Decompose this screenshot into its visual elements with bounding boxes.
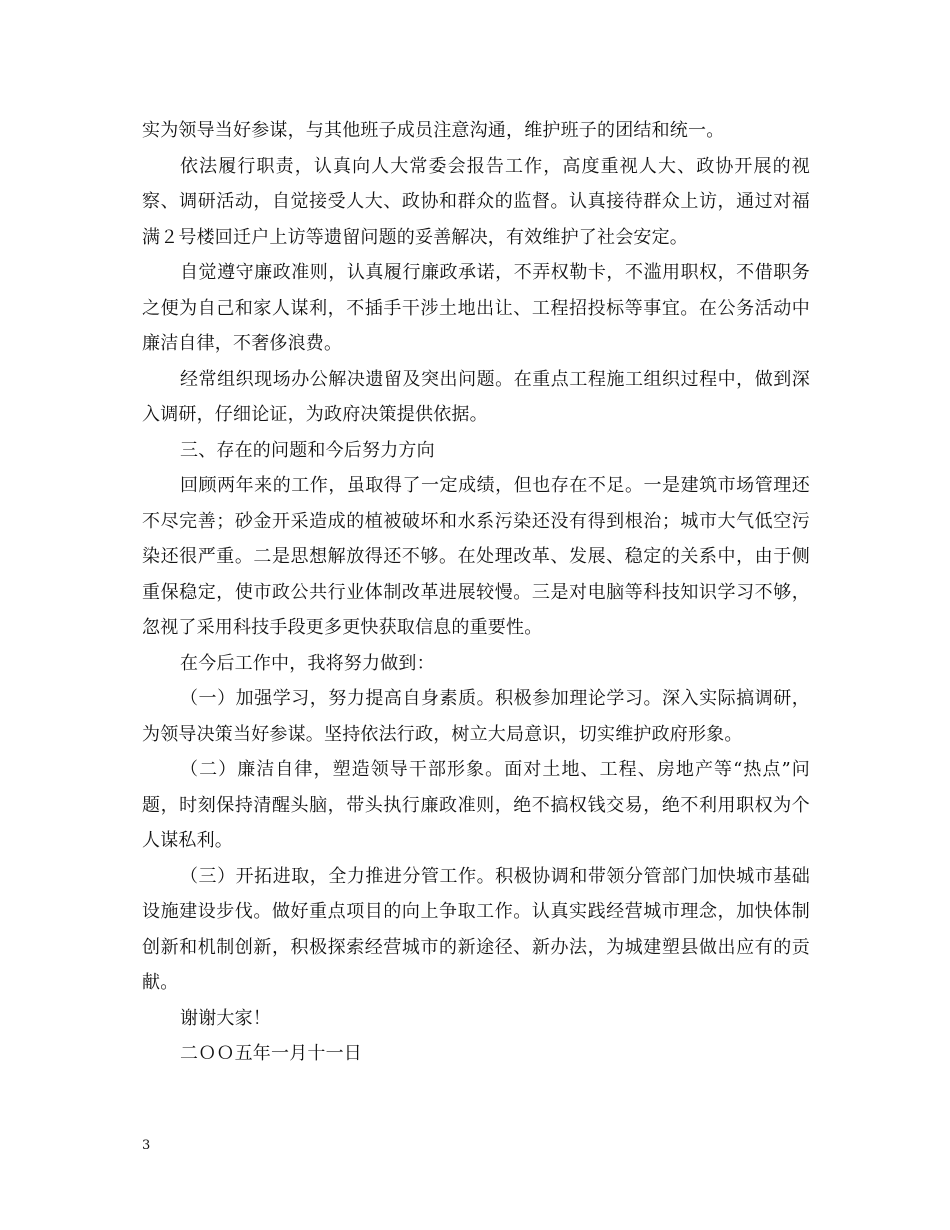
paragraph-duties: 依法履行职责，认真向人大常委会报告工作，高度重视人大、政协开展的视察、调研活动，自觉接受人大、政协和群众的监督。认真接待群众上访，通过对福满２号楼回迁户上访等遗留问题的妥善解决，有效维护了社会安定。	[142, 155, 810, 248]
section-heading: 三、存在的问题和今后努力方向	[180, 439, 435, 461]
paragraph-item-3: （三）开拓进取，全力推进分管工作。积极协调和带领分管部门加快城市基础设施建设步伐。做好重点项目的向上争取工作。认真实践经营城市理念，加快体制创新和机制创新，积极探索经营城市的新途径、新办法，为城建塑县做出应有的贡献。	[142, 865, 810, 993]
paragraph-continuation: 实为领导当好参谋，与其他班子成员注意沟通，维护班子的团结和统一。	[142, 120, 725, 141]
paragraph-review: 回顾两年来的工作，虽取得了一定成绩，但也存在不足。一是建筑市场管理还不尽完善；砂金开采造成的植被破坏和水系污染还没有得到根治；城市大气低空污染还很严重。二是思想解放得还不够。在处理改革、发展、稳定的关系中，由于侧重保稳定，使市政公共行业体制改革进展较慢。三是对电脑等科技知识学习不够，忽视了采用科技手段更多更快获取信息的重要性。	[142, 475, 810, 638]
paragraph-future-intro: 在今后工作中，我将努力做到：	[180, 652, 435, 674]
paragraph-item-2: （二）廉洁自律，塑造领导干部形象。面对土地、工程、房地产等“热点”问题，时刻保持清醒头脑，带头执行廉政准则，绝不搞权钱交易，绝不利用职权为个人谋私利。	[142, 759, 810, 851]
paragraph-date: 二ＯＯ五年一月十一日	[180, 1043, 362, 1064]
paragraph-onsite-office: 经常组织现场办公解决遗留及突出问题。在重点工程施工组织过程中，做到深入调研，仔细论证，为政府决策提供依据。	[142, 368, 810, 425]
page-number: 3	[142, 1138, 151, 1153]
paragraph-integrity: 自觉遵守廉政准则，认真履行廉政承诺，不弄权勒卡，不滥用职权，不借职务之便为自己和家人谋利，不插手干涉土地出让、工程招投标等事宜。在公务活动中廉洁自律，不奢侈浪费。	[142, 262, 810, 354]
paragraph-thanks: 谢谢大家！	[180, 1007, 271, 1029]
document-body	[142, 113, 810, 1072]
paragraph-item-1: （一）加强学习，努力提高自身素质。积极参加理论学习。深入实际搞调研，为领导决策当好参谋。坚持依法行政，树立大局意识，切实维护政府形象。	[142, 688, 810, 745]
